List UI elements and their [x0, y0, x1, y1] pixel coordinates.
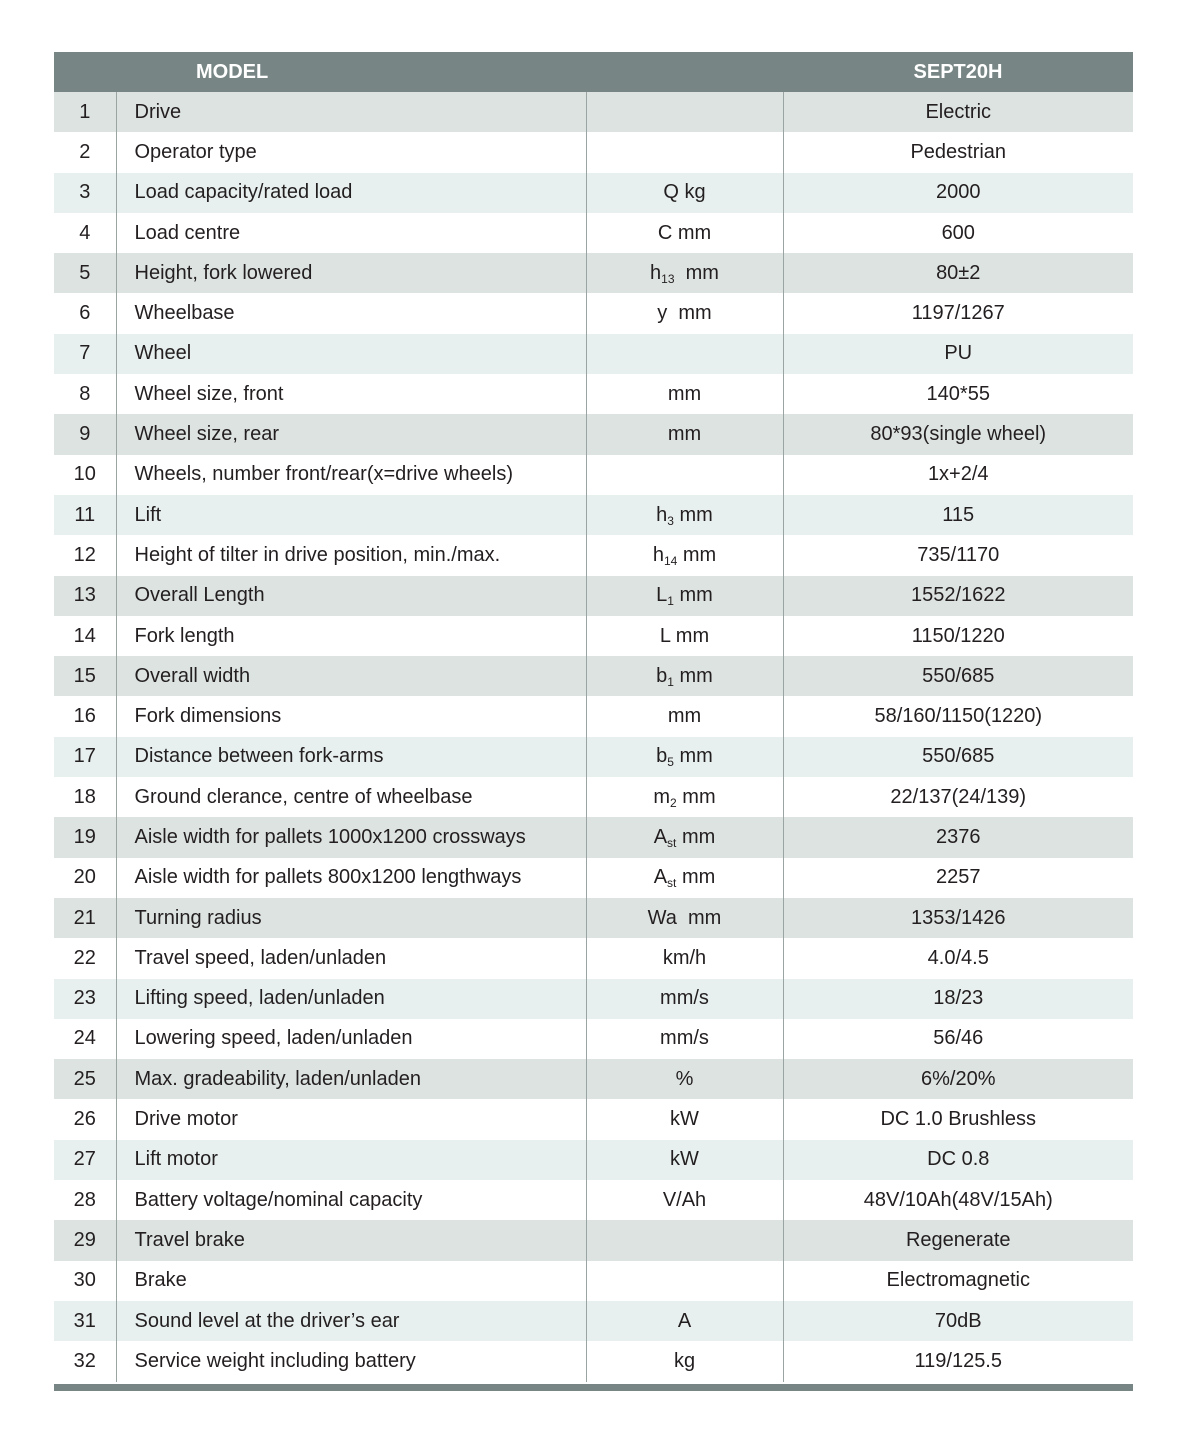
- spec-name: Fork dimensions: [116, 696, 586, 736]
- unit-suffix: mm: [677, 543, 717, 566]
- spec-body: [54, 92, 1133, 1382]
- spec-unit: [586, 1301, 783, 1341]
- spec-row: [54, 334, 1133, 374]
- spec-value: 1197/1267: [783, 293, 1133, 333]
- spec-unit: [586, 132, 783, 172]
- spec-unit: [586, 1180, 783, 1220]
- spec-unit: [586, 737, 783, 777]
- spec-unit: [586, 656, 783, 696]
- row-number: 18: [54, 777, 116, 817]
- spec-name: Operator type: [116, 132, 586, 172]
- spec-row: [54, 898, 1133, 938]
- unit-suffix: mm: [673, 664, 713, 687]
- unit-subscript: st: [667, 835, 677, 850]
- spec-value: 119/125.5: [783, 1341, 1133, 1381]
- row-number: 5: [54, 253, 116, 293]
- spec-name: Wheel size, rear: [116, 414, 586, 454]
- unit-symbol: m: [653, 785, 671, 808]
- spec-unit: [586, 1341, 783, 1381]
- spec-unit: [586, 173, 783, 213]
- spec-name: Travel brake: [116, 1220, 586, 1260]
- unit-symbol: h: [650, 261, 662, 284]
- spec-unit: [586, 938, 783, 978]
- unit-symbol: A: [653, 825, 668, 848]
- spec-row: [54, 979, 1133, 1019]
- unit-suffix: mm: [676, 825, 716, 848]
- spec-name: Turning radius: [116, 898, 586, 938]
- header-blank: [54, 52, 116, 92]
- row-number: 1: [54, 92, 116, 132]
- row-number: 10: [54, 455, 116, 495]
- spec-name: Wheels, number front/rear(x=drive wheels): [116, 455, 586, 495]
- row-number: 24: [54, 1019, 116, 1059]
- unit-symbol: L mm: [659, 624, 710, 647]
- spec-value: 140*55: [783, 374, 1133, 414]
- spec-value: 4.0/4.5: [783, 938, 1133, 978]
- spec-name: Lift: [116, 495, 586, 535]
- spec-row: [54, 1019, 1133, 1059]
- spec-name: Aisle width for pallets 800x1200 lengthways: [116, 858, 586, 898]
- spec-unit: [586, 293, 783, 333]
- row-number: 29: [54, 1220, 116, 1260]
- spec-unit: [586, 455, 783, 495]
- spec-name: Lowering speed, laden/unladen: [116, 1019, 586, 1059]
- row-number: 16: [54, 696, 116, 736]
- spec-unit: [586, 979, 783, 1019]
- spec-row: [54, 132, 1133, 172]
- spec-row: [54, 576, 1133, 616]
- spec-row: [54, 455, 1133, 495]
- unit-suffix: mm: [676, 866, 716, 889]
- spec-value: Regenerate: [783, 1220, 1133, 1260]
- spec-unit: [586, 374, 783, 414]
- spec-row: [54, 1220, 1133, 1260]
- spec-name: Sound level at the driver’s ear: [116, 1301, 586, 1341]
- spec-row: [54, 656, 1133, 696]
- unit-subscript: 5: [667, 755, 674, 770]
- spec-row: [54, 374, 1133, 414]
- spec-name: Ground clerance, centre of wheelbase: [116, 777, 586, 817]
- spec-name: Service weight including battery: [116, 1341, 586, 1381]
- unit-suffix: mm: [673, 745, 713, 768]
- spec-row: [54, 173, 1133, 213]
- spec-name: Height, fork lowered: [116, 253, 586, 293]
- unit-symbol: C mm: [657, 221, 712, 244]
- spec-row: [54, 92, 1133, 132]
- spec-value: 735/1170: [783, 535, 1133, 575]
- spec-row: [54, 938, 1133, 978]
- row-number: 31: [54, 1301, 116, 1341]
- spec-unit: [586, 1099, 783, 1139]
- spec-unit: [586, 898, 783, 938]
- spec-unit: [586, 1220, 783, 1260]
- row-number: 14: [54, 616, 116, 656]
- unit-symbol: h: [652, 543, 664, 566]
- spec-unit: [586, 576, 783, 616]
- unit-suffix: mm: [676, 785, 716, 808]
- spec-name: Height of tilter in drive position, min./max.: [116, 535, 586, 575]
- spec-name: Distance between fork-arms: [116, 737, 586, 777]
- unit-symbol: km/h: [662, 946, 707, 969]
- unit-suffix: mm: [673, 584, 713, 607]
- spec-unit: [586, 92, 783, 132]
- unit-subscript: 3: [667, 513, 674, 528]
- spec-value: 600: [783, 213, 1133, 253]
- row-number: 21: [54, 898, 116, 938]
- spec-unit: [586, 1019, 783, 1059]
- spec-name: Fork length: [116, 616, 586, 656]
- bottom-rule: [54, 1384, 1133, 1391]
- spec-value: 2257: [783, 858, 1133, 898]
- spec-name: Aisle width for pallets 1000x1200 crossways: [116, 817, 586, 857]
- spec-row: [54, 777, 1133, 817]
- unit-symbol: %: [675, 1067, 694, 1090]
- spec-row: [54, 1301, 1133, 1341]
- unit-symbol: V/Ah: [662, 1188, 707, 1211]
- unit-subscript: 14: [663, 553, 678, 568]
- spec-row: [54, 1099, 1133, 1139]
- spec-value: 80*93(single wheel): [783, 414, 1133, 454]
- spec-value: Pedestrian: [783, 132, 1133, 172]
- spec-unit: [586, 213, 783, 253]
- spec-row: [54, 737, 1133, 777]
- spec-row: [54, 817, 1133, 857]
- spec-row: [54, 535, 1133, 575]
- model-label: MODEL: [116, 52, 783, 92]
- unit-symbol: b: [656, 745, 668, 768]
- spec-table: [54, 52, 1133, 1382]
- unit-subscript: st: [667, 876, 677, 891]
- unit-symbol: Wa mm: [647, 906, 722, 929]
- spec-row: [54, 858, 1133, 898]
- spec-name: Max. gradeability, laden/unladen: [116, 1059, 586, 1099]
- unit-symbol: kW: [670, 1108, 699, 1131]
- spec-unit: [586, 616, 783, 656]
- row-number: 3: [54, 173, 116, 213]
- spec-row: [54, 213, 1133, 253]
- row-number: 15: [54, 656, 116, 696]
- spec-row: [54, 1180, 1133, 1220]
- spec-unit: [586, 1140, 783, 1180]
- spec-name: Lift motor: [116, 1140, 586, 1180]
- row-number: 22: [54, 938, 116, 978]
- spec-unit: [586, 858, 783, 898]
- spec-value: 550/685: [783, 737, 1133, 777]
- spec-value: 1353/1426: [783, 898, 1133, 938]
- unit-symbol: Q kg: [663, 181, 706, 204]
- spec-name: Lifting speed, laden/unladen: [116, 979, 586, 1019]
- spec-row: [54, 1059, 1133, 1099]
- row-number: 11: [54, 495, 116, 535]
- spec-value: 56/46: [783, 1019, 1133, 1059]
- unit-symbol: y mm: [657, 302, 712, 325]
- spec-unit: [586, 777, 783, 817]
- spec-value: 18/23: [783, 979, 1133, 1019]
- row-number: 23: [54, 979, 116, 1019]
- spec-row: [54, 495, 1133, 535]
- spec-row: [54, 696, 1133, 736]
- spec-value: 550/685: [783, 656, 1133, 696]
- unit-suffix: mm: [674, 261, 719, 284]
- spec-row: [54, 253, 1133, 293]
- unit-symbol: mm: [667, 705, 702, 728]
- row-number: 12: [54, 535, 116, 575]
- spec-name: Drive: [116, 92, 586, 132]
- unit-symbol: L: [656, 584, 668, 607]
- spec-name: Brake: [116, 1261, 586, 1301]
- spec-value: 2376: [783, 817, 1133, 857]
- spec-row: [54, 616, 1133, 656]
- spec-unit: [586, 696, 783, 736]
- spec-name: Wheel size, front: [116, 374, 586, 414]
- spec-unit: [586, 334, 783, 374]
- spec-value: 1552/1622: [783, 576, 1133, 616]
- row-number: 7: [54, 334, 116, 374]
- spec-unit: [586, 253, 783, 293]
- unit-subscript: 1: [667, 594, 674, 609]
- spec-value: 1150/1220: [783, 616, 1133, 656]
- spec-value: 70dB: [783, 1301, 1133, 1341]
- spec-unit: [586, 1059, 783, 1099]
- spec-value: 2000: [783, 173, 1133, 213]
- row-number: 25: [54, 1059, 116, 1099]
- header-row: [54, 52, 1133, 92]
- row-number: 19: [54, 817, 116, 857]
- unit-symbol: mm: [667, 423, 702, 446]
- unit-symbol: h: [656, 503, 668, 526]
- row-number: 26: [54, 1099, 116, 1139]
- spec-name: Travel speed, laden/unladen: [116, 938, 586, 978]
- spec-name: Wheel: [116, 334, 586, 374]
- spec-value: 6%/20%: [783, 1059, 1133, 1099]
- spec-name: Wheelbase: [116, 293, 586, 333]
- spec-row: [54, 1140, 1133, 1180]
- spec-unit: [586, 535, 783, 575]
- row-number: 32: [54, 1341, 116, 1381]
- row-number: 17: [54, 737, 116, 777]
- spec-value: 48V/10Ah(48V/15Ah): [783, 1180, 1133, 1220]
- spec-value: DC 1.0 Brushless: [783, 1099, 1133, 1139]
- unit-symbol: mm/s: [660, 987, 709, 1010]
- spec-value: PU: [783, 334, 1133, 374]
- row-number: 2: [54, 132, 116, 172]
- spec-value: 1x+2/4: [783, 455, 1133, 495]
- unit-symbol: mm/s: [660, 1027, 709, 1050]
- spec-value: Electromagnetic: [783, 1261, 1133, 1301]
- unit-symbol: mm: [667, 382, 702, 405]
- row-number: 28: [54, 1180, 116, 1220]
- unit-suffix: mm: [673, 503, 713, 526]
- spec-row: [54, 1261, 1133, 1301]
- spec-name: Overall Length: [116, 576, 586, 616]
- unit-subscript: 1: [667, 674, 674, 689]
- spec-unit: [586, 817, 783, 857]
- row-number: 13: [54, 576, 116, 616]
- row-number: 4: [54, 213, 116, 253]
- spec-row: [54, 1341, 1133, 1381]
- row-number: 30: [54, 1261, 116, 1301]
- row-number: 6: [54, 293, 116, 333]
- unit-symbol: kW: [670, 1148, 699, 1171]
- unit-symbol: A: [677, 1309, 692, 1332]
- spec-value: 22/137(24/139): [783, 777, 1133, 817]
- spec-value: DC 0.8: [783, 1140, 1133, 1180]
- spec-row: [54, 293, 1133, 333]
- row-number: 27: [54, 1140, 116, 1180]
- unit-symbol: A: [653, 866, 668, 889]
- row-number: 8: [54, 374, 116, 414]
- unit-subscript: 13: [661, 271, 675, 286]
- row-number: 9: [54, 414, 116, 454]
- spec-value: 80±2: [783, 253, 1133, 293]
- spec-unit: [586, 495, 783, 535]
- unit-symbol: b: [656, 664, 668, 687]
- spec-name: Load capacity/rated load: [116, 173, 586, 213]
- row-number: 20: [54, 858, 116, 898]
- spec-name: Battery voltage/nominal capacity: [116, 1180, 586, 1220]
- spec-unit: [586, 414, 783, 454]
- model-value: SEPT20H: [783, 52, 1133, 92]
- spec-value: 115: [783, 495, 1133, 535]
- spec-name: Overall width: [116, 656, 586, 696]
- spec-value: 58/160/1150(1220): [783, 696, 1133, 736]
- spec-name: Load centre: [116, 213, 586, 253]
- unit-subscript: 2: [670, 795, 677, 810]
- unit-symbol: kg: [673, 1349, 696, 1372]
- spec-value: Electric: [783, 92, 1133, 132]
- spec-unit: [586, 1261, 783, 1301]
- spec-row: [54, 414, 1133, 454]
- spec-name: Drive motor: [116, 1099, 586, 1139]
